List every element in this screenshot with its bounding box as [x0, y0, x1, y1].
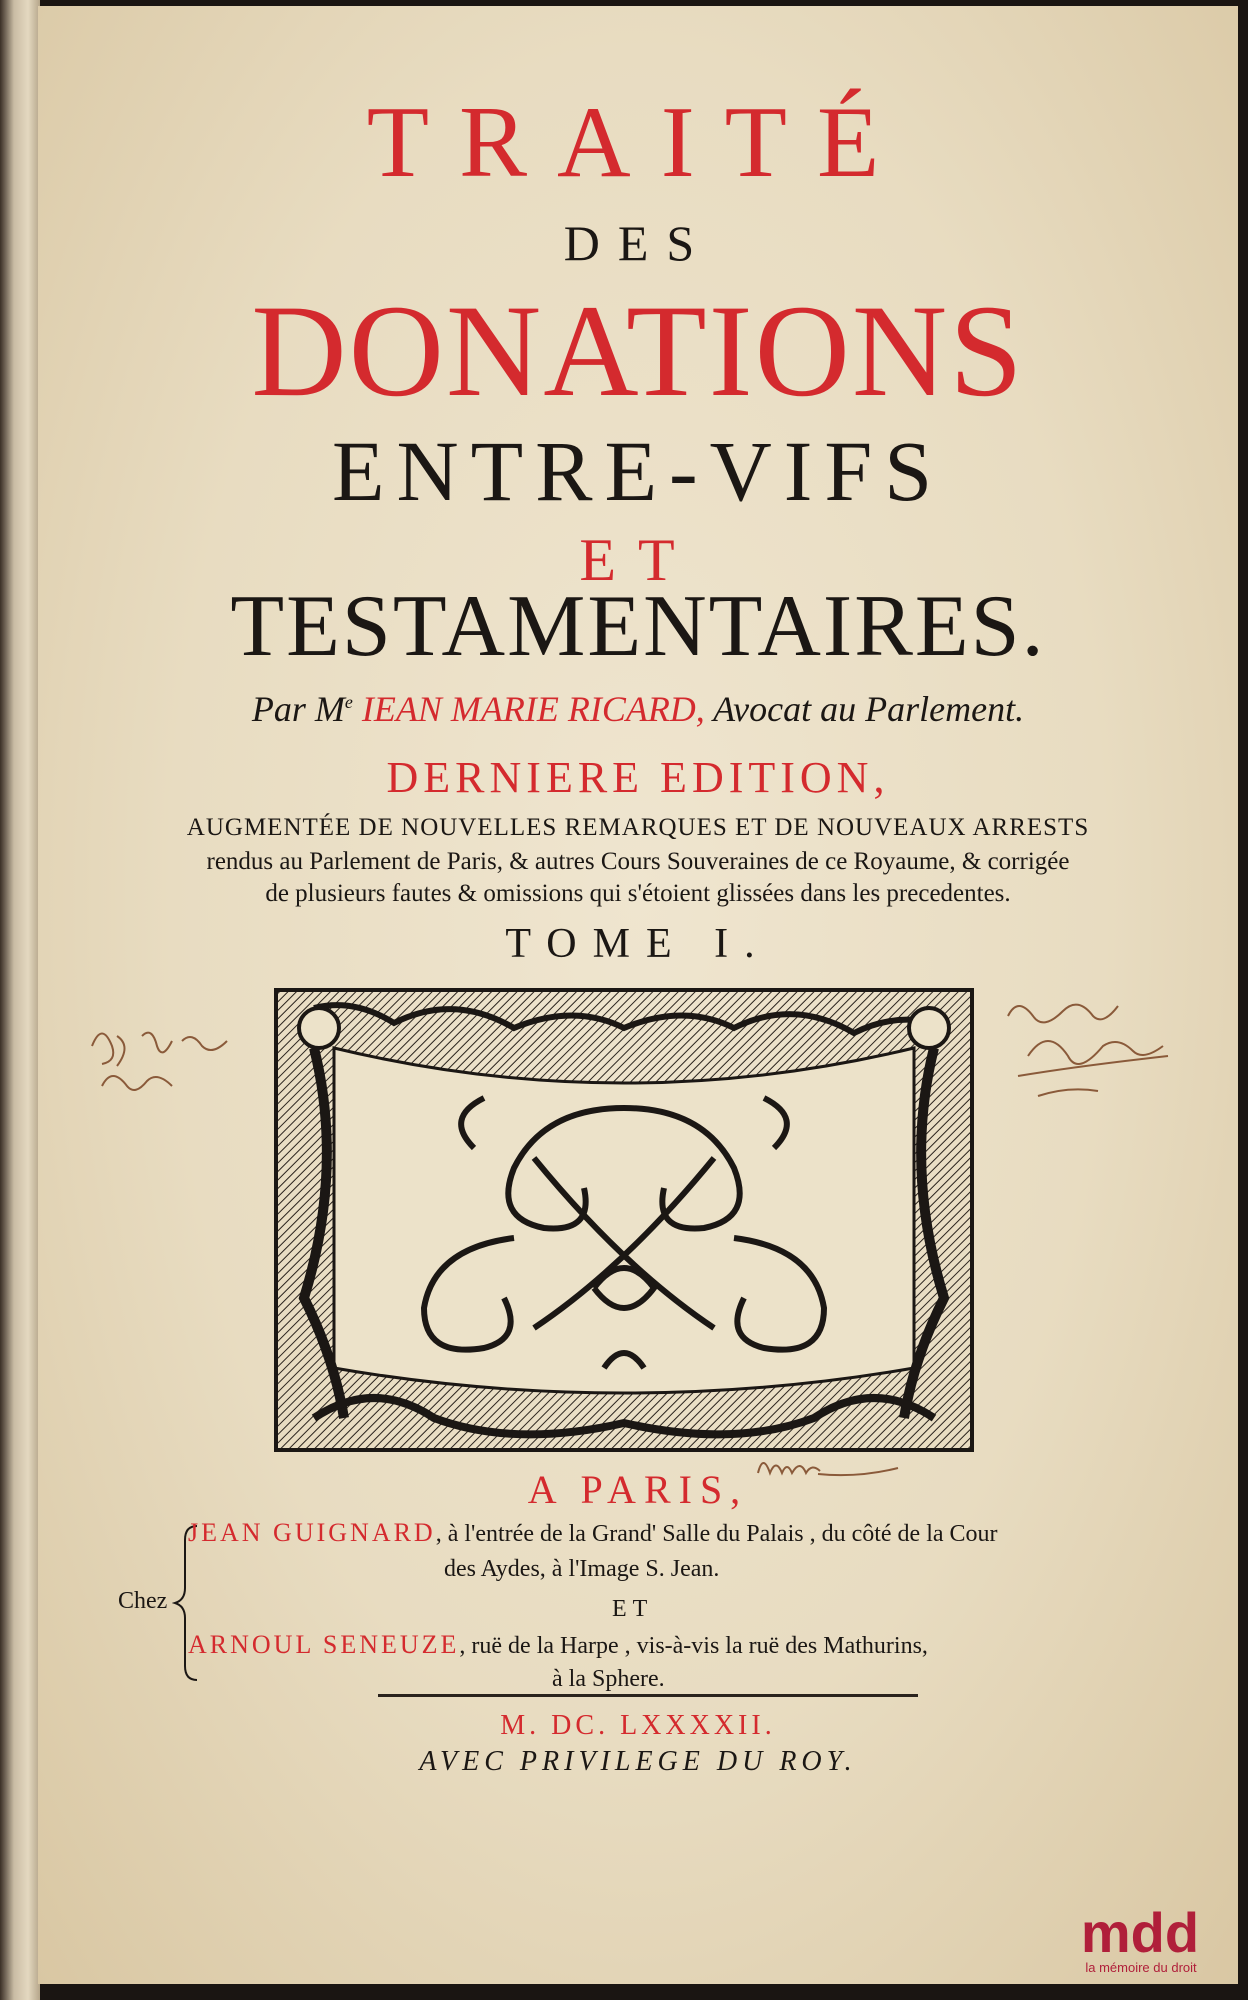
imprint-rule: [378, 1694, 918, 1697]
mdd-watermark-logo: [1050, 1900, 1230, 1990]
woodcut-ornament: [274, 988, 974, 1452]
author-name: IEAN MARIE RICARD,: [361, 689, 705, 729]
publisher-2-line-1: [188, 1630, 928, 1660]
imprint-place: A PARIS,: [527, 1467, 749, 1512]
author-prefix-sup: e: [344, 692, 353, 712]
imprint-date: M. DC. LXXXXII.: [500, 1710, 776, 1741]
publisher-joiner: ET: [612, 1596, 654, 1622]
edition-heading: DERNIERE EDITION,: [386, 753, 890, 802]
author-prefix: Par M: [251, 689, 345, 729]
title-et: ET: [579, 527, 697, 593]
handwritten-note-left: [82, 1006, 242, 1106]
tome-label: TOME I.: [505, 921, 771, 967]
publisher-1-address-1: , à l'entrée de la Grand' Salle du Palais , du côté de la Cour: [435, 1521, 998, 1547]
publisher-intro: Chez: [118, 1588, 168, 1614]
title-donations: DONATIONS: [251, 277, 1025, 424]
title-testamentaires: TESTAMENTAIRES.: [230, 578, 1046, 675]
title-page: [38, 6, 1238, 1984]
author-role: Avocat au Parlement.: [713, 689, 1025, 729]
publisher-1-line-1: [188, 1518, 998, 1548]
title-traite: TRAITÉ: [366, 86, 910, 199]
handwritten-signature-right: [988, 986, 1198, 1116]
edition-line-2: rendus au Parlement de Paris, & autres Cours Souveraines de ce Royaume, & corrigée: [206, 848, 1070, 875]
title-des: DES: [563, 215, 713, 271]
author-line: [38, 688, 1238, 730]
edition-line-3: de plusieurs fautes & omissions qui s'étoient glissées dans les precedentes.: [265, 880, 1011, 907]
publisher-2-address-1: , ruë de la Harpe , vis-à-vis la ruë des Mathurins,: [459, 1633, 928, 1659]
publisher-2-address-2: à la Sphere.: [552, 1666, 665, 1692]
publisher-2-name: ARNOUL SENEUZE: [188, 1630, 460, 1659]
watermark-tagline: la mémoire du droit: [1085, 1960, 1197, 1975]
svg-text:mdd: mdd: [1080, 1901, 1200, 1964]
publisher-1-address-2: des Aydes, à l'Image S. Jean.: [444, 1556, 720, 1582]
publisher-1-name: JEAN GUIGNARD: [188, 1518, 436, 1547]
edition-line-1: AUGMENTÉE DE NOUVELLES REMARQUES ET DE NOUVEAUX ARRESTS: [186, 814, 1090, 841]
book-spine-edge: [0, 0, 40, 2000]
title-entre-vifs: ENTRE-VIFS: [331, 423, 945, 519]
privilege-line: AVEC PRIVILEGE DU ROY.: [419, 1746, 857, 1777]
